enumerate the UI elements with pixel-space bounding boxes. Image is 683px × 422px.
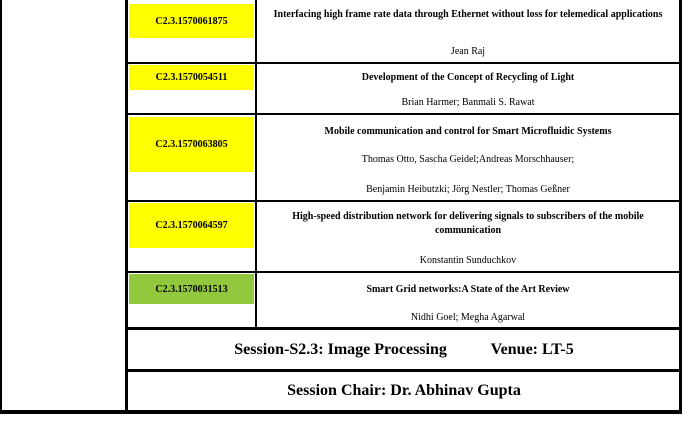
row-divider <box>128 369 680 372</box>
paper-authors: Nidhi Goel; Megha Agarwal <box>410 312 526 323</box>
paper-authors: Konstantin Sunduchkov <box>419 255 517 266</box>
session-label: Session-S2.3: Image Processing <box>234 341 447 358</box>
paper-title: Development of the Concept of Recycling of Light <box>361 72 575 83</box>
row-divider <box>128 200 680 202</box>
paper-authors: Benjamin Heibutzki; Jörg Nestler; Thomas Geßner <box>366 184 570 195</box>
paper-id: C2.3.1570054511 <box>155 72 228 83</box>
left-border <box>0 0 2 414</box>
paper-id-cell <box>129 203 254 248</box>
session-venue: Venue: LT-5 <box>490 341 574 358</box>
paper-id: C2.3.1570063805 <box>155 139 228 150</box>
paper-title: High-speed distribution network for delivering signals to subscribers of the mobile communication <box>292 211 644 236</box>
paper-title: Smart Grid networks:A State of the Art Review <box>366 284 570 295</box>
row-divider <box>128 327 680 330</box>
paper-title: Mobile communication and control for Smart Microfluidic Systems <box>324 126 612 137</box>
row-divider <box>128 271 680 273</box>
paper-authors: Brian Harmer; Banmali S. Rawat <box>401 97 535 108</box>
paper-id: C2.3.1570064597 <box>155 220 228 231</box>
bottom-border <box>0 410 682 414</box>
paper-authors: Jean Raj <box>450 46 486 57</box>
session-chair: Session Chair: Dr. Abhinav Gupta <box>287 382 521 399</box>
paper-id: C2.3.1570031513 <box>155 283 228 295</box>
column-divider-mid <box>255 0 257 328</box>
paper-id-cell <box>129 117 254 172</box>
row-divider <box>128 113 680 115</box>
paper-authors: Thomas Otto, Sascha Geidel;Andreas Morschhauser; <box>361 154 575 165</box>
paper-id-cell <box>129 4 254 38</box>
paper-id: C2.3.1570061875 <box>155 15 228 27</box>
paper-id-cell <box>129 65 254 90</box>
row-divider <box>128 62 680 64</box>
session-header <box>129 341 679 359</box>
paper-id-cell <box>129 274 254 304</box>
paper-title: Interfacing high frame rate data through Ethernet without loss for telemedical applications <box>273 9 663 20</box>
